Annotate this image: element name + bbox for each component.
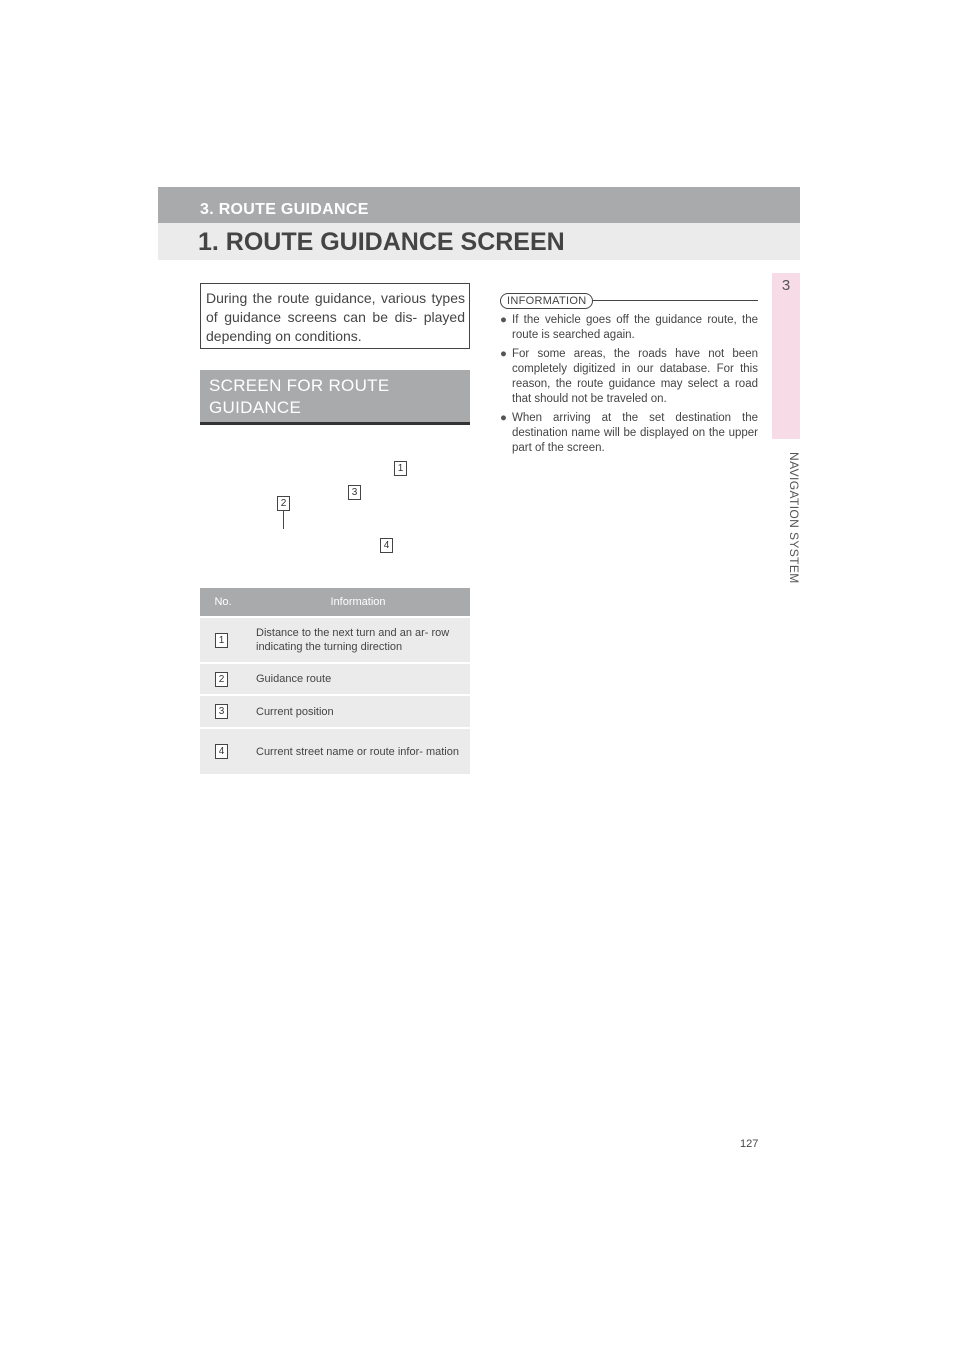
page-number: 127 <box>740 1138 759 1150</box>
row-number: 4 <box>215 744 228 759</box>
information-item <box>500 313 758 343</box>
chapter-tab <box>772 273 800 439</box>
callout-2-leader <box>283 511 284 529</box>
information-item <box>500 347 758 407</box>
callout-4: 4 <box>380 538 393 553</box>
row-number: 2 <box>215 672 228 687</box>
bullet-icon: ● <box>500 314 507 326</box>
information-item-text: If the vehicle goes off the guidance route, the route is searched again. <box>512 314 758 341</box>
row-info: Current position <box>246 695 470 728</box>
table-header-no: No. <box>200 588 246 617</box>
information-item-text: For some areas, the roads have not been completely digitized in our database. For this reason, the route guidance may select a road that should not be traveled on. <box>512 348 758 405</box>
row-number: 3 <box>215 704 228 719</box>
info-table <box>200 588 470 774</box>
subheading <box>200 370 470 425</box>
information-item-text: When arriving at the set destination the destination name will be displayed on the upper part of the screen. <box>512 412 758 454</box>
callout-1: 1 <box>394 461 407 476</box>
table-row <box>200 695 470 728</box>
intro-box: During the route guidance, various types of guidance screens can be dis- played depending on conditions. <box>200 283 470 349</box>
row-number: 1 <box>215 633 228 648</box>
section-title: 3. ROUTE GUIDANCE <box>200 201 369 218</box>
subheading-text: SCREEN FOR ROUTE GUIDANCE <box>209 376 390 417</box>
chapter-number: 3 <box>781 277 791 294</box>
information-panel <box>500 291 758 456</box>
chapter-label: NAVIGATION SYSTEM <box>787 452 801 584</box>
table-row <box>200 617 470 663</box>
information-item <box>500 411 758 456</box>
row-info: Distance to the next turn and an ar- row indicating the turning direction <box>246 617 470 663</box>
page-title: 1. ROUTE GUIDANCE SCREEN <box>198 228 565 256</box>
information-tag: INFORMATION <box>500 293 593 309</box>
callout-2: 2 <box>277 496 290 511</box>
callout-3: 3 <box>348 485 361 500</box>
table-row <box>200 663 470 695</box>
bullet-icon: ● <box>500 412 507 424</box>
row-info: Current street name or route infor- mation <box>246 728 470 774</box>
bullet-icon: ● <box>500 348 507 360</box>
section-header-bar <box>158 187 800 223</box>
row-info: Guidance route <box>246 663 470 695</box>
table-header-information: Information <box>246 588 470 617</box>
table-header-row <box>200 588 470 617</box>
table-row <box>200 728 470 774</box>
page-title-bar <box>158 223 800 260</box>
